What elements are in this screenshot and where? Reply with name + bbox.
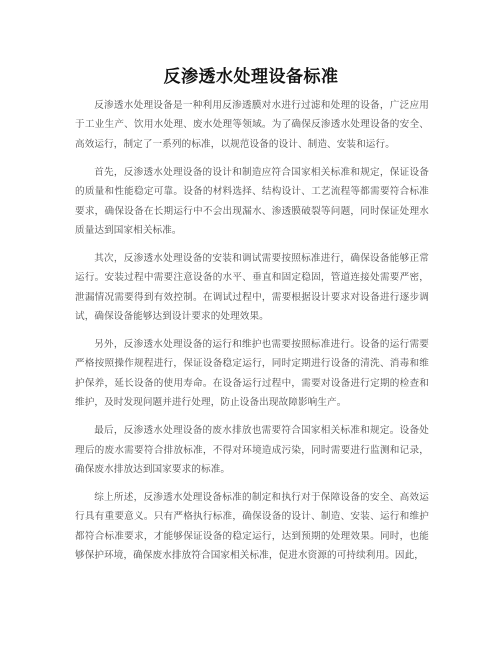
paragraph: 综上所述，反渗透水处理设备标准的制定和执行对于保障设备的安全、高效运行具有重要意义。只有严格执行标准，确保设备的设计、制造、安装、运行和维护都符合标准要求，才能够保证设备的稳定运行，达到预期的处理效果。同时，也能够保护环境，确保废水排放符合国家相关标准，促进水资源的可持续利用。因此， <box>75 491 429 562</box>
document-body <box>75 96 429 574</box>
document-title: 反渗透水处理设备标准 <box>163 67 339 87</box>
paragraph: 最后，反渗透水处理设备的废水排放也需要符合国家相关标准和规定。设备处理后的废水需要符合排放标准，不得对环境造成污染，同时需要进行监测和记录，确保废水排放达到国家要求的标准。 <box>75 425 429 475</box>
paragraph: 其次，反渗透水处理设备的安装和调试需要按照标准进行，确保设备能够正常运行。安装过程中需要注意设备的水平、垂直和固定稳固，管道连接处需要严密，泄漏情况需要得到有效控制。在调试过程中，需要根据设计要求对设备进行逐步调试，确保设备能够达到设计要求的处理效果。 <box>75 252 429 323</box>
paragraph: 首先，反渗透水处理设备的设计和制造应符合国家相关标准和规定，保证设备的质量和性能稳定可靠。设备的材料选择、结构设计、工艺流程等都需要符合标准要求，确保设备在长期运行中不会出现漏水、渗透膜破裂等问题，同时保证处理水质量达到国家相关标准。 <box>75 166 429 236</box>
paragraph: 另外，反渗透水处理设备的运行和维护也需要按照标准进行。设备的运行需要严格按照操作规程进行，保证设备稳定运行，同时定期进行设备的清洗、消毒和维护保养，延长设备的使用寿命。在设备运行过程中，需要对设备进行定期的检查和维护，及时发现问题并进行处理，防止设备出现故障影响生产。 <box>75 338 429 409</box>
paragraph: 反渗透水处理设备是一种利用反渗透膜对水进行过滤和处理的设备，广泛应用于工业生产、饮用水处理、废水处理等领域。为了确保反渗透水处理设备的安全、高效运行，制定了一系列的标准，以规范设备的设计、制造、安装和运行。 <box>75 100 429 150</box>
